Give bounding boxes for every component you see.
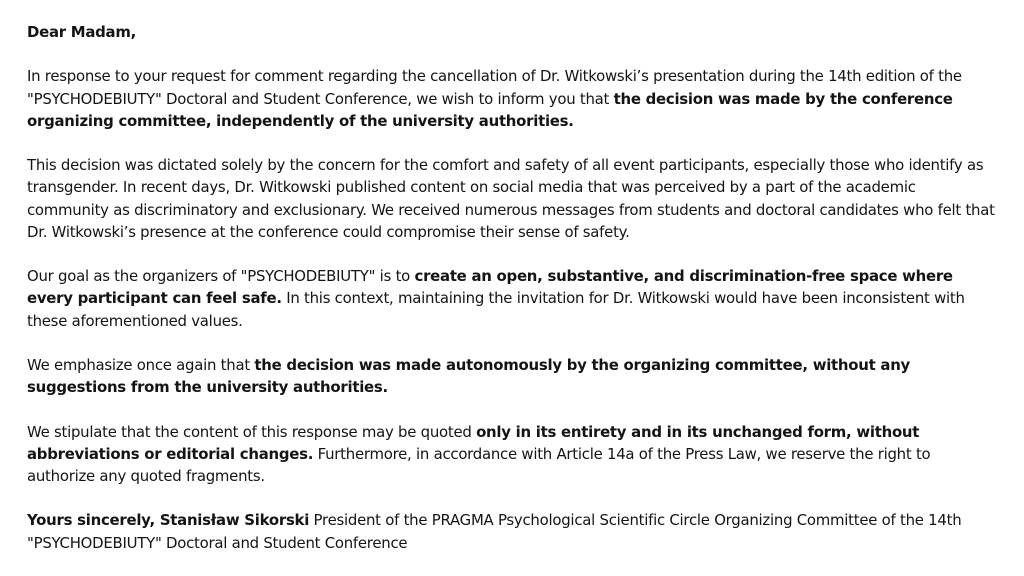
paragraph-text: Our goal as the organizers of "PSYCHODEBIUTY" is to <box>27 267 415 286</box>
paragraph-text: In this context, maintaining the invitation for Dr. Witkowski would have been inconsistent with these aforementioned values. <box>27 289 965 330</box>
paragraph-text: We emphasize once again that <box>27 355 255 374</box>
paragraph-text: In response to your request for comment regarding the cancellation of Dr. Witkowski’s presentation during the 14th edition of the "PSYCHODEBIUTY" Doctoral and Student Conference, we wish to inform you that <box>27 67 962 108</box>
salutation <box>27 21 1000 43</box>
salutation-text: Dear Madam, <box>27 23 137 41</box>
paragraph-text: We stipulate that the content of this response may be quoted <box>27 422 477 441</box>
paragraph-text: Furthermore, in accordance with Article 14a of the Press Law, we reserve the right to authorize any quoted fragments. <box>27 444 931 485</box>
paragraph-cancellation-response <box>27 65 1000 132</box>
paragraph-decision-reason <box>27 154 1000 243</box>
paragraph-organizers-goal <box>27 265 1000 332</box>
paragraph-bold-text: only in its entirety and in its unchanged form, without abbreviations or editorial changes. <box>27 422 920 463</box>
paragraph-bold-text: the decision was made by the conference organizing committee, independently of the university authorities. <box>27 89 953 130</box>
signature-title: President of the PRAGMA Psychological Scientific Circle Organizing Committee of the 14th "PSYCHODEBIUTY" Doctoral and Student Conference <box>27 511 962 552</box>
paragraph-autonomous-decision <box>27 354 1000 398</box>
signature-name: Yours sincerely, Stanisław Sikorski <box>27 511 310 530</box>
closing-signature <box>27 509 1000 553</box>
paragraph-bold-text: create an open, substantive, and discrimination-free space where every participant can feel safe. <box>27 267 953 308</box>
paragraph-text: This decision was dictated solely by the concern for the comfort and safety of all event participants, especially those who identify as transgender. In recent days, Dr. Witkowski published content on social media that was perceived by a part of the academic community as discriminatory and exclusionary. We received numerous messages from students and doctoral candidates who felt that Dr. Witkowski’s presence at the conference could compromise their sense of safety. <box>27 156 995 241</box>
paragraph-quotation-terms <box>27 421 1000 488</box>
paragraph-bold-text: the decision was made autonomously by the organizing committee, without any suggestions from the university authorities. <box>27 355 911 397</box>
